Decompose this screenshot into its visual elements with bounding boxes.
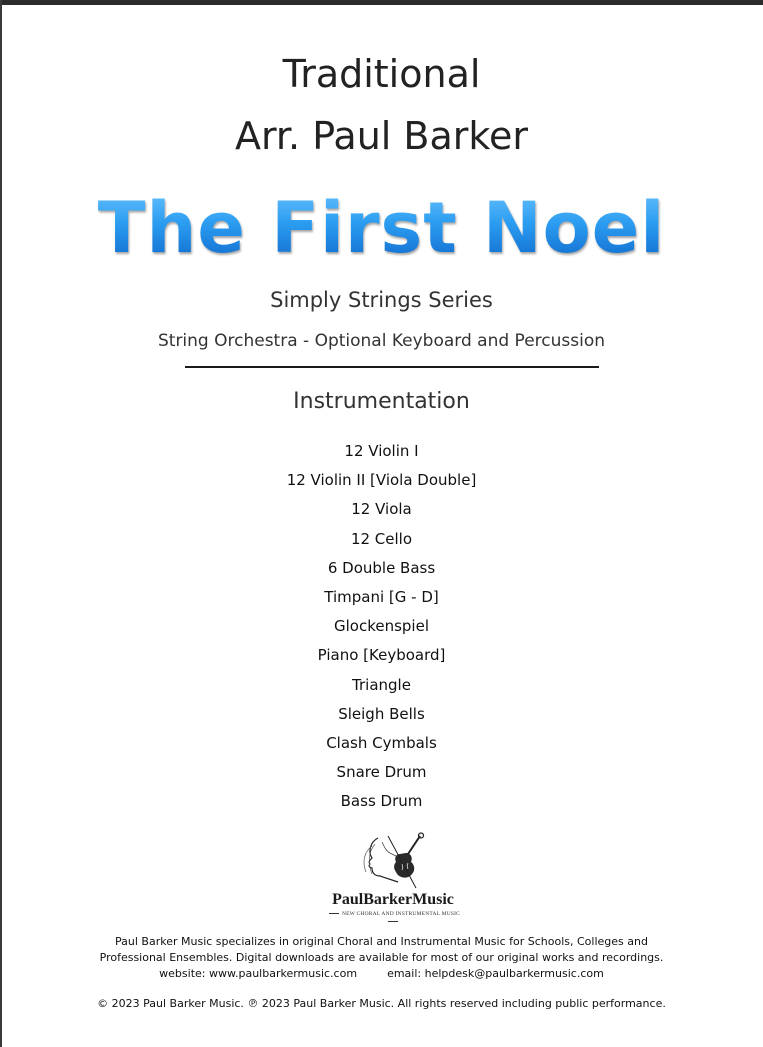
instrument-item: 12 Cello — [350, 529, 413, 548]
instrument-item: 6 Double Bass — [327, 558, 436, 577]
copyright-notice: © 2023 Paul Barker Music. ℗ 2023 Paul Barker Music. All rights reserved including public performance. — [97, 997, 666, 1010]
instrument-item: Timpani [G - D] — [324, 587, 439, 606]
contact-line — [0, 966, 763, 982]
violin-silhouette-icon — [348, 832, 438, 890]
series-name: Simply Strings Series — [270, 288, 493, 312]
publisher-logo — [318, 832, 468, 922]
instrument-item: Sleigh Bells — [338, 704, 425, 723]
instrumentation-list — [0, 437, 763, 816]
piece-title: The First Noel — [0, 186, 763, 270]
instrument-item: Snare Drum — [336, 763, 427, 782]
email-link[interactable]: email: helpdesk@paulbarkermusic.com — [387, 967, 604, 980]
instrument-item: 12 Viola — [351, 500, 412, 519]
divider-rule — [185, 366, 599, 368]
footer-line: Professional Ensembles. Digital downloads are available for most of our original works and recordings. — [99, 951, 664, 964]
composer-credit: Traditional — [282, 52, 481, 96]
website-link[interactable]: website: www.paulbarkermusic.com — [159, 967, 358, 980]
instrument-item: Piano [Keyboard] — [317, 646, 446, 665]
logo-tagline: NEW CHORAL AND INSTRUMENTAL MUSIC — [318, 910, 468, 926]
footer-line: Paul Barker Music specializes in original Choral and Instrumental Music for Schools, Colleges and — [115, 935, 648, 948]
instrument-item: Clash Cymbals — [326, 733, 437, 752]
instrument-item: Triangle — [352, 675, 411, 694]
logo-wordmark: PaulBarkerMusic — [332, 891, 454, 908]
instrument-item: 12 Violin I — [344, 442, 419, 460]
instrument-item: Bass Drum — [340, 792, 423, 811]
instrument-item: 12 Violin II [Viola Double] — [286, 471, 477, 490]
top-border — [0, 0, 763, 5]
arranger-credit: Arr. Paul Barker — [234, 114, 529, 158]
ensemble-subtitle: String Orchestra - Optional Keyboard and Percussion — [157, 331, 606, 351]
instrument-item: Glockenspiel — [333, 617, 429, 636]
instrumentation-heading: Instrumentation — [293, 389, 470, 414]
